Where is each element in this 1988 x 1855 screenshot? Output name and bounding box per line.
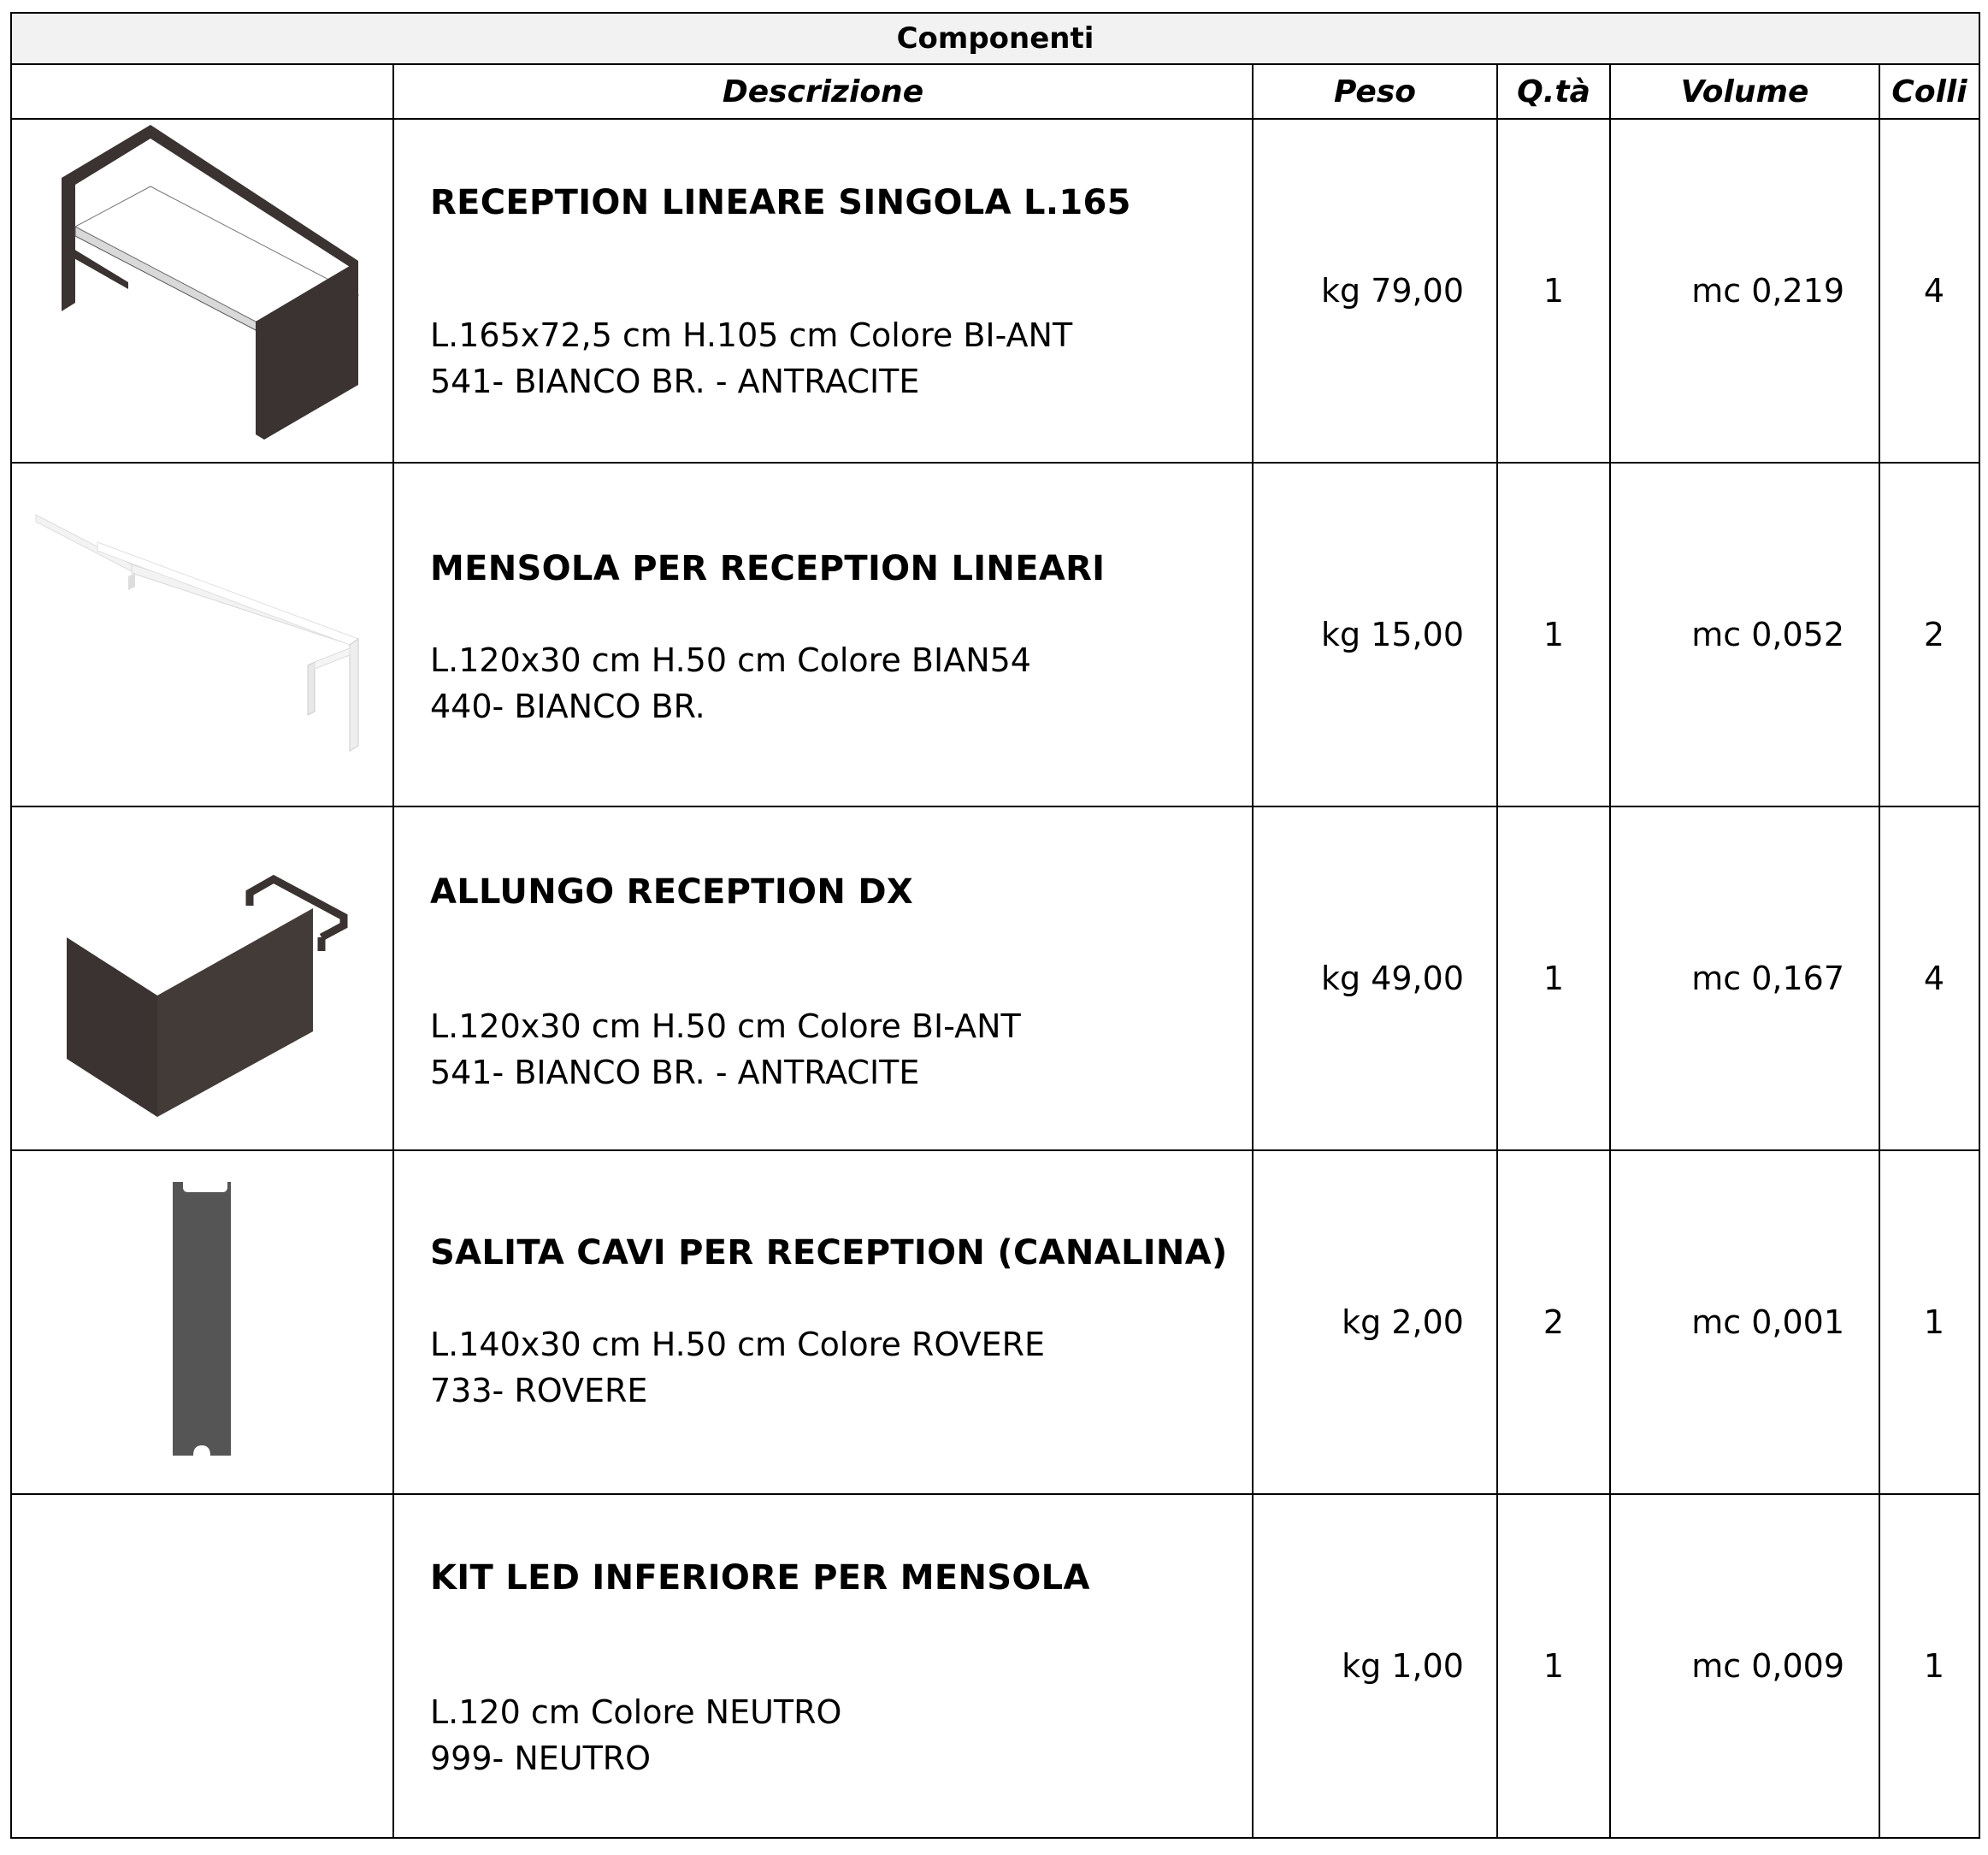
table-row — [11, 119, 1979, 463]
qty-cell: 1 — [1497, 119, 1610, 463]
table-title: Componenti — [11, 13, 1979, 64]
table-row — [11, 1150, 1979, 1494]
components-table — [10, 12, 1980, 1839]
shelf-icon — [12, 464, 394, 806]
weight-cell: kg 49,00 — [1253, 806, 1497, 1150]
packages-cell: 1 — [1879, 1494, 1979, 1838]
header-qty: Q.tà — [1497, 64, 1610, 119]
product-color: 999- NEUTRO — [430, 1740, 652, 1777]
packages-cell: 4 — [1879, 806, 1979, 1150]
volume-cell: mc 0,009 — [1610, 1494, 1879, 1838]
product-dimensions: L.140x30 cm H.50 cm Colore ROVERE — [430, 1326, 1045, 1363]
description-cell — [393, 119, 1253, 463]
header-volume: Volume — [1610, 64, 1879, 119]
volume-cell: mc 0,052 — [1610, 463, 1879, 806]
product-dimensions: L.120x30 cm H.50 cm Colore BIAN54 — [430, 641, 1031, 679]
product-image-cell — [11, 806, 393, 1150]
weight-cell: kg 15,00 — [1253, 463, 1497, 806]
product-title: KIT LED INFERIORE PER MENSOLA — [430, 1558, 1090, 1598]
weight-cell: kg 1,00 — [1253, 1494, 1497, 1838]
product-image-cell — [11, 463, 393, 806]
product-title: ALLUNGO RECEPTION DX — [430, 872, 913, 912]
qty-cell: 1 — [1497, 463, 1610, 806]
description-cell — [393, 806, 1253, 1150]
product-title: SALITA CAVI PER RECEPTION (CANALINA) — [430, 1233, 1228, 1273]
reception-extension-icon — [12, 807, 394, 1149]
product-dimensions: L.165x72,5 cm H.105 cm Colore BI-ANT — [430, 316, 1073, 354]
cable-duct-icon — [12, 1151, 394, 1493]
volume-cell: mc 0,167 — [1610, 806, 1879, 1150]
description-cell — [393, 463, 1253, 806]
packages-cell: 2 — [1879, 463, 1979, 806]
header-packages: Colli — [1879, 64, 1979, 119]
header-image — [11, 64, 393, 119]
product-color: 440- BIANCO BR. — [430, 688, 705, 725]
product-title: MENSOLA PER RECEPTION LINEARI — [430, 549, 1106, 588]
header-description: Descrizione — [393, 64, 1253, 119]
product-image-cell — [11, 1494, 393, 1838]
product-title: RECEPTION LINEARE SINGOLA L.165 — [430, 183, 1131, 222]
header-weight: Peso — [1253, 64, 1497, 119]
product-color: 541- BIANCO BR. - ANTRACITE — [430, 363, 920, 400]
product-dimensions: L.120 cm Colore NEUTRO — [430, 1693, 842, 1731]
table-row — [11, 806, 1979, 1150]
weight-cell: kg 2,00 — [1253, 1150, 1497, 1494]
product-color: 541- BIANCO BR. - ANTRACITE — [430, 1054, 920, 1091]
volume-cell: mc 0,001 — [1610, 1150, 1879, 1494]
table-row — [11, 463, 1979, 806]
qty-cell: 2 — [1497, 1150, 1610, 1494]
packages-cell: 4 — [1879, 119, 1979, 463]
table-row — [11, 1494, 1979, 1838]
reception-desk-icon — [12, 120, 394, 462]
qty-cell: 1 — [1497, 1494, 1610, 1838]
qty-cell: 1 — [1497, 806, 1610, 1150]
weight-cell: kg 79,00 — [1253, 119, 1497, 463]
product-dimensions: L.120x30 cm H.50 cm Colore BI-ANT — [430, 1007, 1021, 1045]
product-image-cell — [11, 1150, 393, 1494]
description-cell — [393, 1150, 1253, 1494]
packages-cell: 1 — [1879, 1150, 1979, 1494]
product-image-cell — [11, 119, 393, 463]
description-cell — [393, 1494, 1253, 1838]
volume-cell: mc 0,219 — [1610, 119, 1879, 463]
product-color: 733- ROVERE — [430, 1372, 648, 1409]
